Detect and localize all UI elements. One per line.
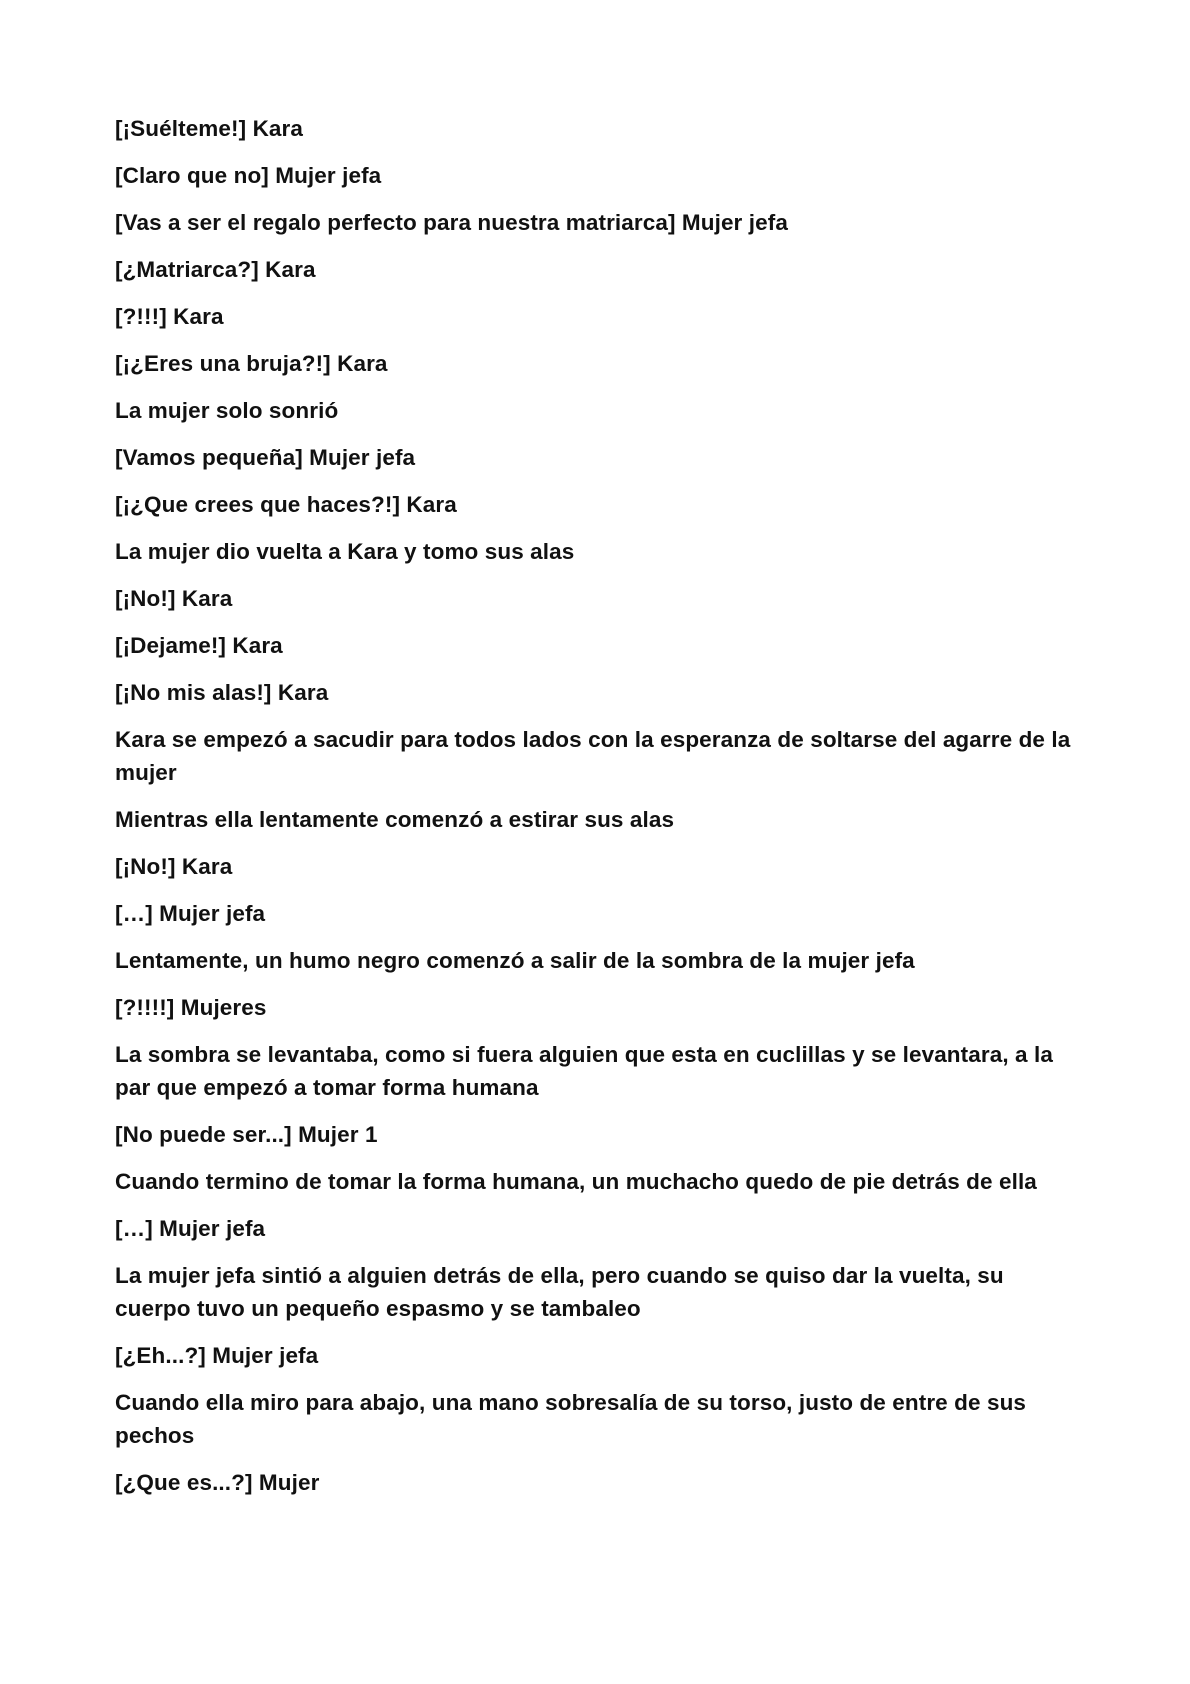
paragraph: [Vamos pequeña] Mujer jefa bbox=[115, 445, 416, 470]
paragraph: La mujer solo sonrió bbox=[115, 398, 339, 423]
paragraph: Cuando termino de tomar la forma humana, un muchacho quedo de pie detrás de ella bbox=[115, 1169, 1037, 1194]
paragraph: [¡No mis alas!] Kara bbox=[115, 680, 329, 705]
paragraph: [No puede ser...] Mujer 1 bbox=[115, 1122, 378, 1147]
paragraph: [¿Que es...?] Mujer bbox=[115, 1470, 320, 1495]
paragraph: [¡¿Eres una bruja?!] Kara bbox=[115, 351, 388, 376]
paragraph: La mujer dio vuelta a Kara y tomo sus alas bbox=[115, 539, 575, 564]
paragraph: […] Mujer jefa bbox=[115, 1216, 266, 1241]
paragraph: [Claro que no] Mujer jefa bbox=[115, 163, 382, 188]
paragraph: [¡Dejame!] Kara bbox=[115, 633, 283, 658]
paragraph: […] Mujer jefa bbox=[115, 901, 266, 926]
paragraph: [¡No!] Kara bbox=[115, 854, 233, 879]
paragraph: [?!!!] Kara bbox=[115, 304, 224, 329]
paragraph: Lentamente, un humo negro comenzó a salir de la sombra de la mujer jefa bbox=[115, 948, 915, 973]
paragraph: [?!!!!] Mujeres bbox=[115, 995, 267, 1020]
paragraph: [¿Matriarca?] Kara bbox=[115, 257, 316, 282]
document-body bbox=[115, 112, 1085, 1513]
paragraph: [¡Suélteme!] Kara bbox=[115, 116, 303, 141]
paragraph: Cuando ella miro para abajo, una mano sobresalía de su torso, justo de entre de sus pechos bbox=[115, 1390, 1027, 1448]
paragraph: [¿Eh...?] Mujer jefa bbox=[115, 1343, 319, 1368]
paragraph: Kara se empezó a sacudir para todos lados con la esperanza de soltarse del agarre de la mujer bbox=[115, 727, 1071, 785]
paragraph: [¡No!] Kara bbox=[115, 586, 233, 611]
paragraph: [Vas a ser el regalo perfecto para nuestra matriarca] Mujer jefa bbox=[115, 210, 788, 235]
paragraph: La sombra se levantaba, como si fuera alguien que esta en cuclillas y se levantara, a la par que empezó a tomar forma humana bbox=[115, 1042, 1053, 1100]
paragraph: La mujer jefa sintió a alguien detrás de ella, pero cuando se quiso dar la vuelta, su cuerpo tuvo un pequeño espasmo y se tambaleo bbox=[115, 1263, 1004, 1321]
paragraph: [¡¿Que crees que haces?!] Kara bbox=[115, 492, 457, 517]
paragraph: Mientras ella lentamente comenzó a estirar sus alas bbox=[115, 807, 675, 832]
